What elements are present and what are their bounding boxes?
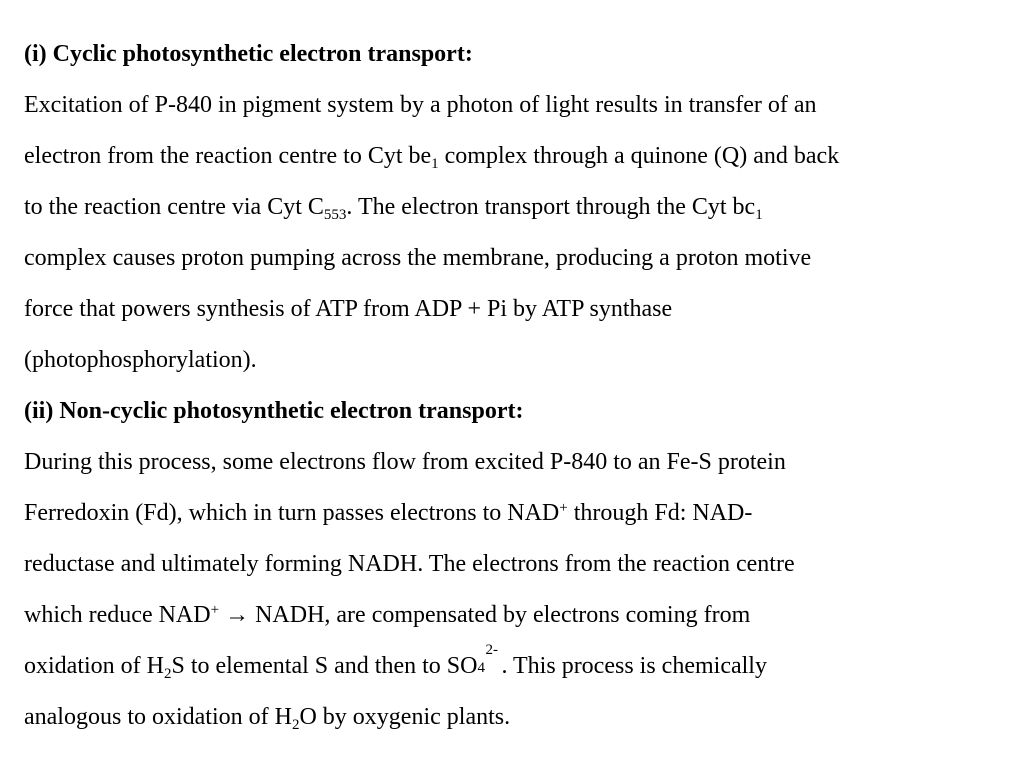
superscript: + [559, 500, 568, 516]
subscript-superscript [477, 642, 501, 676]
section-2-line-2 [24, 499, 752, 527]
section-1-line-4: complex causes proton pumping across the membrane, producing a proton motive [24, 245, 812, 271]
subscript: 1 [431, 156, 439, 172]
text-span: . The electron transport through the Cyt bc [346, 194, 756, 220]
section-2-line-3: reductase and ultimately forming NADH. The electrons from the reaction centre [24, 551, 795, 577]
section-2-line-1: During this process, some electrons flow from excited P-840 to an Fe-S protein [24, 449, 786, 475]
section-1-line-5: force that powers synthesis of ATP from ADP + Pi by ATP synthase [24, 296, 673, 322]
text-span: which reduce NAD [24, 602, 211, 628]
section-1-heading: (i) Cyclic photosynthetic electron transport: [24, 41, 473, 67]
subscript: 2 [163, 666, 172, 682]
subscript: 2 [291, 717, 300, 733]
text-span: → NADH, are compensated by electrons coming from [219, 602, 751, 628]
text-span: S to elemental S and then to SO [171, 653, 478, 679]
subscript: 553 [323, 207, 347, 223]
text-span: Ferredoxin (Fd), which in turn passes electrons to NAD [24, 500, 560, 526]
text-span: analogous to oxidation of H [24, 704, 292, 730]
section-2-line-6 [24, 703, 510, 731]
section-1-line-2 [24, 142, 839, 170]
superscript: + [210, 602, 220, 618]
section-2-line-4 [24, 601, 750, 629]
text-span: to the reaction centre via Cyt C [24, 194, 324, 220]
text-span: complex through a quinone (Q) and back [438, 143, 840, 169]
section-1-line-6: (photophosphorylation). [24, 347, 257, 373]
section-1-line-3 [24, 193, 763, 221]
section-1-line-1: Excitation of P-840 in pigment system by a photon of light results in transfer of an [24, 92, 817, 118]
text-span: oxidation of H [24, 653, 164, 679]
text-span: electron from the reaction centre to Cyt be [24, 143, 432, 169]
text-span: . This process is chemically [501, 653, 767, 679]
text-span: through Fd: NAD- [567, 500, 753, 526]
section-2-heading: (ii) Non-cyclic photosynthetic electron transport: [24, 398, 524, 424]
superscript: 2- [485, 642, 498, 658]
subscript: 4 [477, 660, 485, 676]
subscript: 1 [755, 207, 763, 223]
text-span: O by oxygenic plants. [299, 704, 511, 730]
section-2-line-5 [24, 642, 767, 682]
